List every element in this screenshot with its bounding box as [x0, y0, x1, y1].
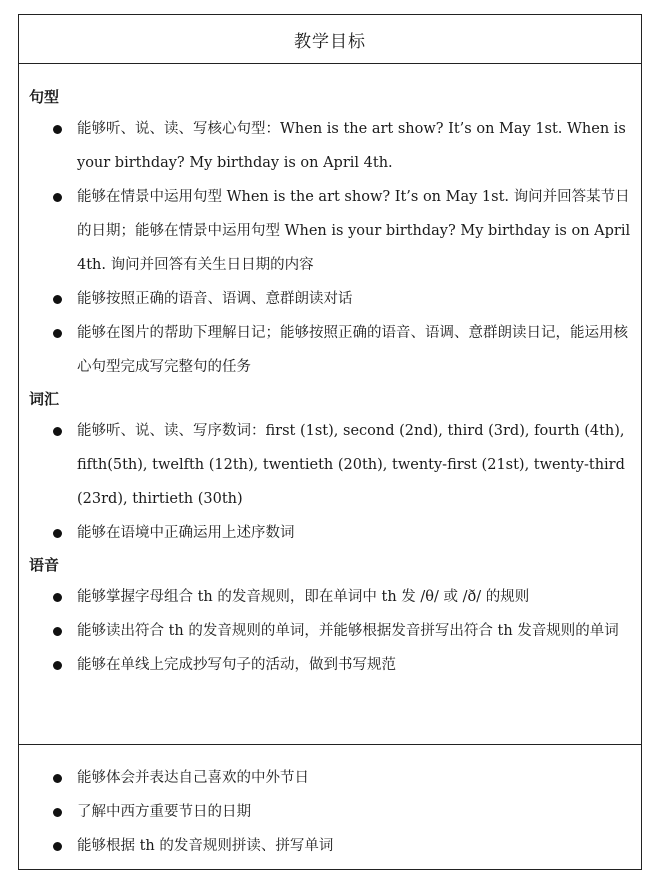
list-item: 能够在语境中正确运用上述序数词: [19, 516, 641, 550]
bullet-icon: [53, 295, 62, 304]
list-item: 能够听、说、读、写序数词：first (1st), second (2nd), third (3rd), fourth (4th), fifth(5th), twelfth (12th), twentieth (20th), twenty-first (21st), twenty-third (23rd), thirtieth (30th): [19, 414, 641, 516]
extra-objectives: [19, 745, 641, 863]
bullet-icon: [53, 193, 62, 202]
extra-list: [19, 761, 641, 863]
list-item: 能够根据 th 的发音规则拼读、拼写单词: [19, 829, 641, 863]
bullet-icon: [53, 808, 62, 817]
list-item: 能够按照正确的语音、语调、意群朗读对话: [19, 282, 641, 316]
objectives-table: [18, 14, 642, 870]
list-item: 了解中西方重要节日的日期: [19, 795, 641, 829]
section-heading-vocabulary: 词汇: [29, 390, 60, 408]
list-item: 能够掌握字母组合 th 的发音规则，即在单词中 th 发 /θ/ 或 /ð/ 的规则: [19, 580, 641, 614]
bullet-icon: [53, 661, 62, 670]
main-objectives: [19, 64, 641, 745]
table-title: 教学目标: [294, 31, 366, 52]
bullet-icon: [53, 529, 62, 538]
bullet-icon: [53, 427, 62, 436]
list-item: 能够听、说、读、写核心句型：When is the art show? It’s on May 1st. When is your birthday? My birthday is on April 4th.: [19, 112, 641, 180]
sentence-pattern-list: [19, 112, 641, 384]
phonics-list: [19, 580, 641, 682]
bullet-icon: [53, 593, 62, 602]
table-header: [19, 15, 641, 64]
bullet-icon: [53, 842, 62, 851]
list-item: 能够在单线上完成抄写句子的活动，做到书写规范: [19, 648, 641, 682]
list-item: 能够在情景中运用句型 When is the art show? It’s on May 1st. 询问并回答某节日的日期；能够在情景中运用句型 When is your birthday? My birthday is on April 4th. 询问并回答有关生日日期的内容: [19, 180, 641, 282]
list-item: 能够体会并表达自己喜欢的中外节日: [19, 761, 641, 795]
list-item: 能够读出符合 th 的发音规则的单词，并能够根据发音拼写出符合 th 发音规则的单词: [19, 614, 641, 648]
section-heading-sentence-patterns: 句型: [29, 88, 60, 106]
bullet-icon: [53, 774, 62, 783]
section-heading-phonics: 语音: [29, 556, 60, 574]
bullet-icon: [53, 627, 62, 636]
bullet-icon: [53, 329, 62, 338]
bullet-icon: [53, 125, 62, 134]
vocabulary-list: [19, 414, 641, 550]
list-item: 能够在图片的帮助下理解日记；能够按照正确的语音、语调、意群朗读日记，能运用核心句型完成写完整句的任务: [19, 316, 641, 384]
